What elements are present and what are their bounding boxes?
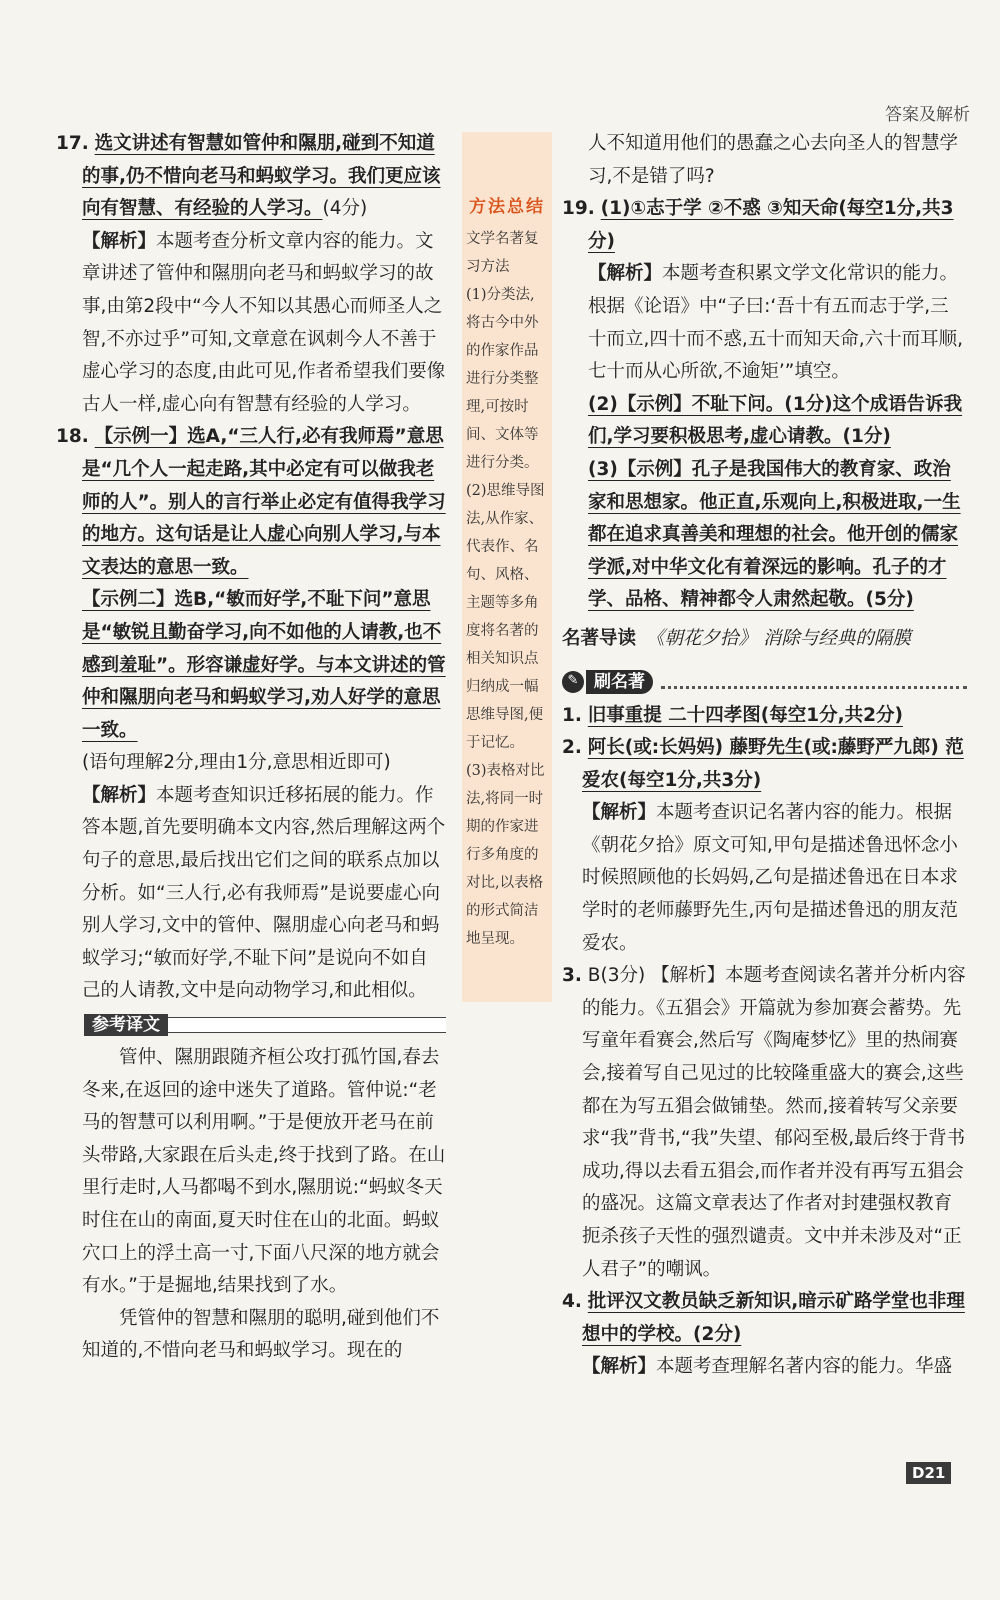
- q18: [56, 421, 446, 584]
- book-icon: ✎: [562, 671, 584, 693]
- section-title-main: 名著导读: [562, 627, 637, 649]
- m2-text: 阿长(或:长妈妈) 藤野先生(或:藤野严九郎) 范爱农(每空1分,共3分): [582, 737, 964, 791]
- q19-part3: (3)【示例】孔子是我国伟大的教育家、政治家和思想家。他正直,乐观向上,积极进取,一生都在追求真善美和理想的社会。他开创的儒家学派,对中华文化有着深远的影响。孔子的才学、品格、精神都令人肃然起敬。(5分): [588, 458, 961, 611]
- dotted-divider: [661, 674, 967, 689]
- m2: [562, 732, 967, 797]
- left-column: [56, 128, 446, 1368]
- q19-analysis-text: 本题考查积累文学文化常识的能力。根据《论语》中“子曰:‘吾十有五而志于学,三十而立,四十而不惑,五十而知天命,六十而耳顺,七十而从心所欲,不逾矩’”填空。: [588, 263, 964, 383]
- m4-analysis: [562, 1351, 967, 1384]
- page-number: D21: [906, 1462, 951, 1484]
- q17-number: 17.: [56, 133, 89, 154]
- q18-analysis-text: 本题考查知识迁移拓展的能力。作答本题,首先要明确本文内容,然后理解这两个句子的意思,最后找出它们之间的联系点加以分析。如“三人行,必有我师焉”是说要虚心向别人学习,文中的管仲、隰朋虚心向老马和蚂蚁学习;“敏而好学,不耻下问”是说向不如自己的人请教,文中是向动物学习,和此相似。: [82, 784, 446, 1002]
- right-column: [562, 128, 967, 1384]
- q19-part1-text: (1)①志于学 ②不惑 ③知天命(每空1分,共3分): [588, 198, 954, 252]
- q17-analysis: [56, 226, 446, 422]
- m3: [562, 960, 967, 1286]
- m4-text: 批评汉文教员缺乏新知识,暗示矿路学堂也非理想中的学校。(2分): [582, 1291, 965, 1345]
- q18-example-1: 【示例一】选A,“三人行,必有我师焉”意思是“几个人一起走路,其中必定有可以做我老师的人”。别人的言行举止必定有值得我学习的地方。这句话是让人虚心向别人学习,与本文表达的意思一致。: [82, 426, 446, 578]
- section-subtitle: 《朝花夕拾》 消除与经典的隔膜: [646, 627, 911, 649]
- sidebar-title: 方法总结: [469, 197, 545, 217]
- reference-paragraph-2: 凭管仲的智慧和隰朋的聪明,碰到他们不知道的,不惜向老马和蚂蚁学习。现在的: [82, 1307, 440, 1362]
- m1: [562, 700, 967, 733]
- q19-part1: [562, 193, 967, 258]
- q19-number: 19.: [562, 198, 595, 220]
- m2-number: 2.: [562, 737, 582, 759]
- q18-number: 18.: [56, 426, 89, 448]
- m4: [562, 1286, 967, 1351]
- reference-divider: [168, 1017, 446, 1033]
- m3-text: B(3分) 【解析】本题考查阅读名著并分析内容的能力。《五猖会》开篇就为参加赛会蓄势。先写童年看赛会,然后写《陶庵梦忆》里的热闹赛会,接着写自己见过的比较隆重盛大的赛会,这些都在为写五猖会做铺垫。然而,接着转写父亲要求“我”背书,“我”失望、郁闷至极,最后终于背书成功,得以去看五猖会,而作者并没有再写五猖会的盛况。这篇文章表达了作者对封建强权教育扼杀孩子天性的强烈谴责。文中并未涉及对“正人君子”的嘲讽。: [582, 965, 966, 1280]
- shua-mingzhu-label: 刷名著: [586, 670, 653, 694]
- q19-analysis-tag: 【解析】: [588, 263, 663, 285]
- q17-analysis-tag: 【解析】: [82, 230, 157, 252]
- m1-number: 1.: [562, 704, 582, 726]
- section-title: [562, 623, 967, 656]
- q18-analysis-tag: 【解析】: [82, 784, 157, 806]
- q17-score: (4分): [322, 198, 368, 220]
- q18-analysis: [56, 780, 446, 1008]
- m2-analysis-tag: 【解析】: [582, 802, 657, 824]
- m3-number: 3.: [562, 965, 582, 987]
- reference-paragraph-1: 管仲、隰朋跟随齐桓公攻打孤竹国,春去冬来,在返回的途中迷失了道路。管仲说:“老马的智慧可以利用啊。”于是便放开老马在前头带路,大家跟在后头走,终于找到了路。在山里行走时,人马都喝不到水,隰朋说:“蚂蚁冬天时住在山的南面,夏天时住在山的北面。蚂蚁穴口上的浮土高一寸,下面八尺深的地方就会有水。”于是掘地,结果找到了水。: [82, 1047, 446, 1297]
- q19-analysis: [562, 258, 967, 388]
- m2-analysis-text: 本题考查识记名著内容的能力。根据《朝花夕拾》原文可知,甲句是描述鲁迅怀念小时候照顾他的长妈妈,乙句是描述鲁迅在日本求学时的老师藤野先生,丙句是描述鲁迅的朋友范爱农。: [582, 802, 958, 954]
- shua-mingzhu-bar: [562, 670, 967, 694]
- reference-continuation: 人不知道用他们的愚蠢之心去向圣人的智慧学习,不是错了吗?: [588, 133, 959, 187]
- q17-analysis-text: 本题考查分析文章内容的能力。文章讲述了管仲和隰朋向老马和蚂蚁学习的故事,由第2段中“今人不知以其愚心而师圣人之智,不亦过乎”可知,文章意在讽刺今人不善于虚心学习的态度,由此可见,作者希望我们要像古人一样,虚心向有智慧有经验的人学习。: [82, 230, 446, 415]
- m4-analysis-text: 本题考查理解名著内容的能力。华盛: [656, 1356, 953, 1378]
- sidebar-body: 文学名著复习方法 (1)分类法,将古今中外的作家作品进行分类整理,可按时间、文体等进行分类。 (2)思维导图法,从作家、代表作、名句、风格、主题等多角度将名著的相关知识点归纳成一幅思维导图,便于记忆。 (3)表格对比法,将同一时期的作家进行多角度的对比,以表格的形式简洁地呈现。: [466, 231, 545, 947]
- reference-translation-label: 参考译文: [84, 1014, 168, 1036]
- reference-translation-bar: [84, 1014, 446, 1036]
- q17-answer: 选文讲述有智慧如管仲和隰朋,碰到不知道的事,仍不惜向老马和蚂蚁学习。我们更应该向有智慧、有经验的人学习。: [82, 133, 441, 220]
- m4-number: 4.: [562, 1291, 582, 1313]
- m4-analysis-tag: 【解析】: [582, 1356, 657, 1378]
- q18-example-2: 【示例二】选B,“敏而好学,不耻下问”意思是“敏锐且勤奋学习,向不如他的人请教,也不感到羞耻”。形容谦虚好学。与本文讲述的管仲和隰朋向老马和蚂蚁学习,劝人好学的意思一致。: [82, 589, 446, 741]
- page-header: 答案及解析: [885, 105, 970, 125]
- m2-analysis: [562, 797, 967, 960]
- q18-score: (语句理解2分,理由1分,意思相近即可): [82, 752, 391, 774]
- q19-part2: (2)【示例】不耻下问。(1分)这个成语告诉我们,学习要积极思考,虚心请教。(1分): [588, 393, 963, 448]
- q17: [56, 128, 446, 226]
- m1-text: 旧事重提 二十四孝图(每空1分,共2分): [587, 704, 903, 726]
- method-summary-sidebar: [462, 132, 552, 1002]
